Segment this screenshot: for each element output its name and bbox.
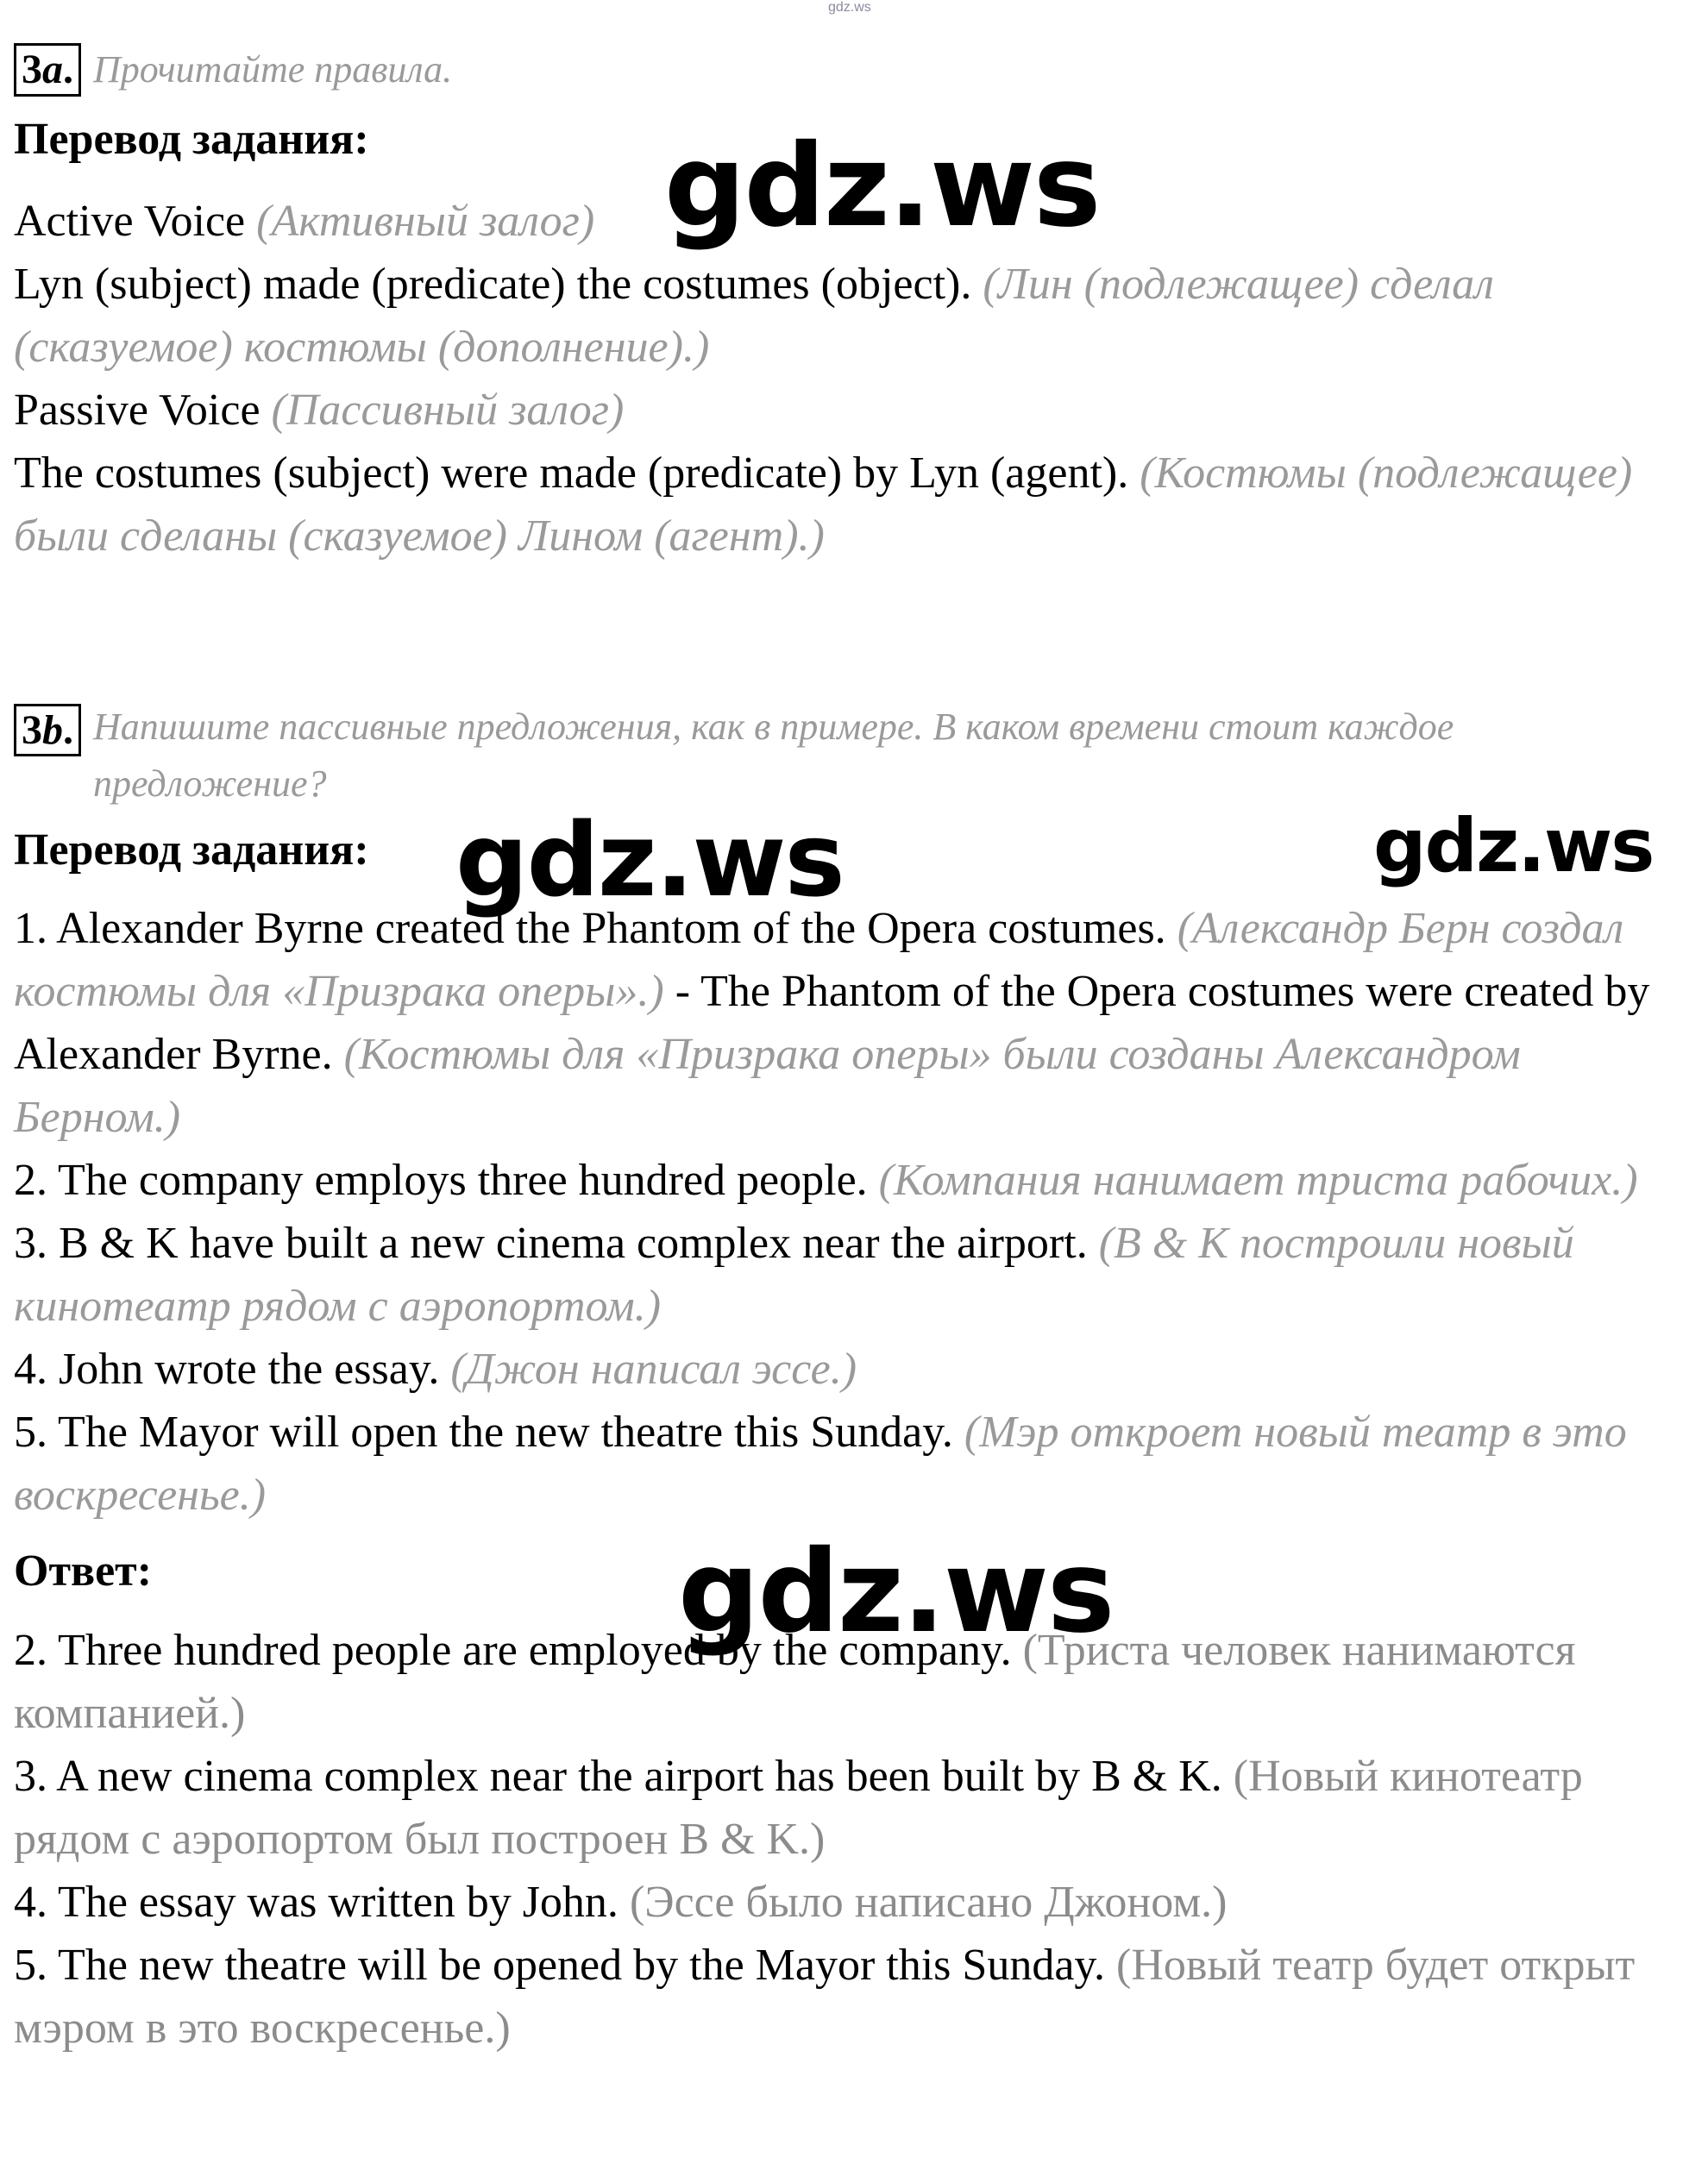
answer-en: 3. A new cinema complex near the airport has been built by B & K. xyxy=(14,1752,1222,1802)
task-3b-item-1 xyxy=(14,897,1687,1149)
item-en-continued: - The Phantom of the Opera costumes were created by Alexander Byrne. xyxy=(14,966,1650,1079)
top-watermark-text: gdz.ws xyxy=(828,0,871,15)
answer-ru: (Эссе было написано Джоном.) xyxy=(629,1878,1228,1928)
answer-en: 2. Three hundred people are employed by the company. xyxy=(14,1626,1012,1676)
task-3a-number-box xyxy=(14,43,81,96)
answer-item-4 xyxy=(14,1871,1687,1934)
watermark-text: gdz.ws xyxy=(455,800,844,919)
item-ru: (Мэр откроет новый театр в это воскресенье.) xyxy=(14,1407,1627,1520)
task-3a-instruction: Прочитайте правила. xyxy=(93,48,453,91)
task-3b-translation-label: Перевод задания: xyxy=(14,825,369,875)
item-ru: (Джон написал эссе.) xyxy=(450,1344,857,1394)
item-en: 5. The Mayor will open the new theatre this Sunday. xyxy=(14,1407,953,1457)
item-en: 1. Alexander Byrne created the Phantom of the Opera costumes. xyxy=(14,903,1166,953)
line-ru: (Активный залог) xyxy=(256,196,595,246)
item-ru: (Компания нанимает триста рабочих.) xyxy=(878,1155,1638,1205)
task-3b-item-4 xyxy=(14,1338,1687,1401)
watermark-text: gdz.ws xyxy=(664,120,1100,253)
answer-ru: (Триста человек нанимаются компанией.) xyxy=(14,1626,1576,1739)
answer-ru: (Новый театр будет открыт мэром в это воскресенье.) xyxy=(14,1941,1636,2054)
task-3a-line-3 xyxy=(14,379,1687,442)
line-ru: (Лин (подлежащее) сделал (сказуемое) костюмы (дополнение).) xyxy=(14,259,1494,372)
watermark-text: gdz.ws xyxy=(678,1526,1114,1659)
task-3b-dot: . xyxy=(63,707,73,753)
task-3b-instruction: Напишите пассивные предложения, как в примере. В каком времени стоит каждое предложение? xyxy=(93,706,1454,805)
answer-label: Ответ: xyxy=(14,1546,153,1596)
task-3a-letter: a xyxy=(42,47,63,93)
answer-en: 4. The essay was written by John. xyxy=(14,1878,619,1928)
task-3a-line-4 xyxy=(14,442,1687,568)
task-3a-dot: . xyxy=(63,47,73,93)
answer-item-3 xyxy=(14,1745,1687,1871)
item-en: 3. B & K have built a new cinema complex near the airport. xyxy=(14,1218,1088,1268)
task-3b-item-2 xyxy=(14,1149,1687,1212)
task-3a-number: 3 xyxy=(22,47,42,93)
item-ru: (Александр Берн создал костюмы для «Призрака оперы».) xyxy=(14,903,1624,1016)
task-3b-item-5 xyxy=(14,1401,1687,1527)
line-en: Passive Voice xyxy=(14,385,261,435)
watermark-text: gdz.ws xyxy=(1373,803,1654,889)
task-3b-number-box xyxy=(14,704,81,756)
task-3b-number: 3 xyxy=(22,707,42,753)
task-3a-header xyxy=(14,41,1687,98)
task-3a-line-2 xyxy=(14,253,1687,379)
line-en: The costumes (subject) were made (predicate) by Lyn (agent). xyxy=(14,448,1129,498)
line-ru: (Костюмы (подлежащее) были сделаны (сказуемое) Лином (агент).) xyxy=(14,448,1633,561)
answer-en: 5. The new theatre will be opened by the Mayor this Sunday. xyxy=(14,1941,1106,1991)
answer-item-5 xyxy=(14,1934,1687,2060)
task-3b-header xyxy=(14,699,1687,812)
task-3a-translation-label: Перевод задания: xyxy=(14,115,369,164)
item-ru-continued: (Костюмы для «Призрака оперы» были созданы Александром Берном.) xyxy=(14,1029,1521,1142)
item-en: 2. The company employs three hundred people. xyxy=(14,1155,868,1205)
answer-ru: (Новый кинотеатр рядом с аэропортом был построен B & K.) xyxy=(14,1752,1583,1865)
line-en: Active Voice xyxy=(14,196,246,246)
line-ru: (Пассивный залог) xyxy=(271,385,625,435)
task-3b-letter: b xyxy=(42,707,63,753)
item-en: 4. John wrote the essay. xyxy=(14,1344,440,1394)
task-3b-item-3 xyxy=(14,1212,1687,1338)
task-3b-section xyxy=(14,699,1687,2060)
line-en: Lyn (subject) made (predicate) the costumes (object). xyxy=(14,259,972,309)
item-ru: (B & K построили новый кинотеатр рядом с аэропортом.) xyxy=(14,1218,1574,1331)
